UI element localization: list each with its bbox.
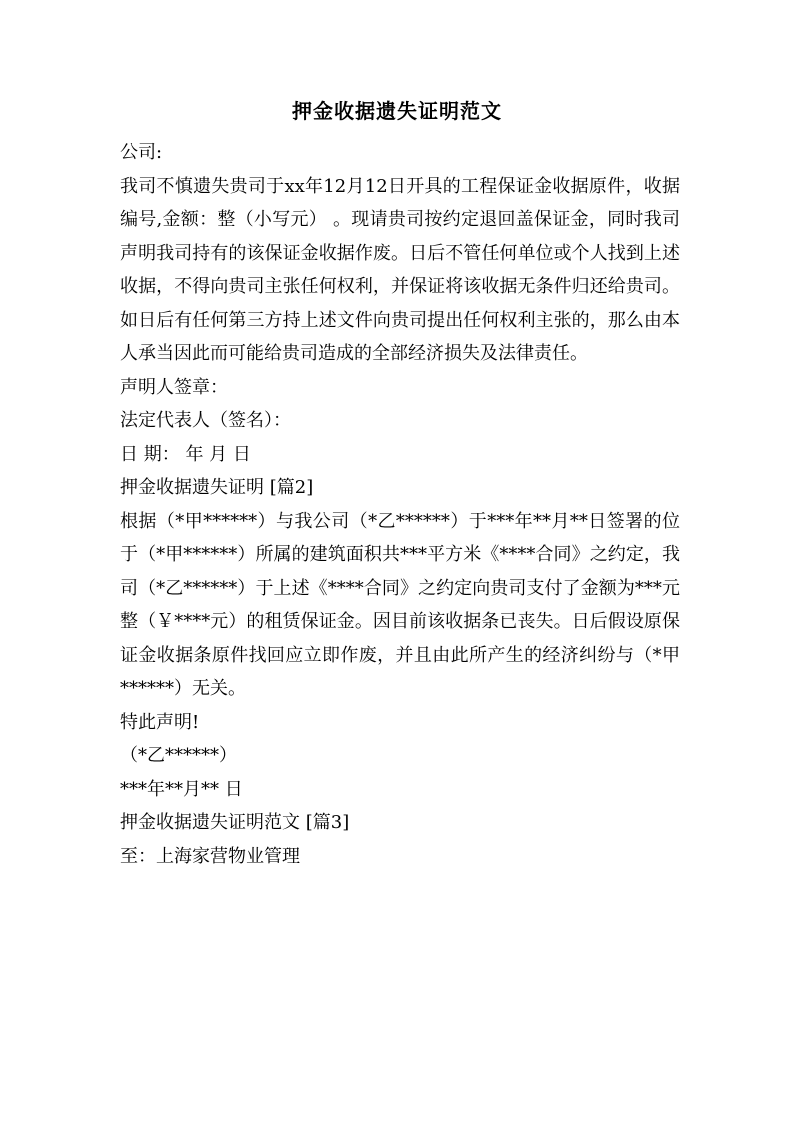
- document-title: 押金收据遗失证明范文: [292, 99, 502, 123]
- document-body: [120, 136, 680, 873]
- section-heading-3: 押金收据遗失证明范文 [篇3]: [120, 812, 350, 833]
- date-line-2: ***年**月** 日: [120, 778, 243, 800]
- legal-representative-line: 法定代表人（签名）：: [120, 410, 291, 431]
- paragraph-1: 我司不慎遗失贵司于xx年12月12日开具的工程保证金收据原件，收据编号,金额：整（小写元） 。现请贵司按约定退回盖保证金，同时我司声明我司持有的该保证金收据作废。日后不管任何单位或个人找到上述收据，不得向贵司主张任何权利，并保证将该收据无条件归还给贵司。如日后有任何第三方持上述文件向贵司提出任何权利主张的，那么由本人承当因此而可能给贵司造成的全部经济损失及法律责任。: [120, 175, 680, 364]
- date-line: 日 期： 年 月 日: [120, 443, 251, 465]
- special-declaration-line: 特此声明!: [120, 711, 200, 733]
- greeting-line: 公司:: [120, 142, 163, 163]
- declarant-seal-line: 声明人签章：: [120, 376, 228, 398]
- section-heading-2: 押金收据遗失证明 [篇2]: [120, 477, 314, 498]
- paragraph-2: 根据（*甲******）与我公司（*乙******）于***年**月**日签署的位于（*甲******）所属的建筑面积共***平方米《****合同》之约定，我司（*乙******）于上述《****合同》之约定向贵司支付了金额为***元整（￥****元）的租赁保证金。因目前该收据条已丧失。日后假设原保证金收据条原件找回应立即作废，并且由此所产生的经济纠纷与（*甲******）无关。: [120, 510, 680, 699]
- signer-line: （*乙******）: [120, 745, 237, 766]
- addressee-line: 至：上海家营物业管理: [120, 845, 300, 867]
